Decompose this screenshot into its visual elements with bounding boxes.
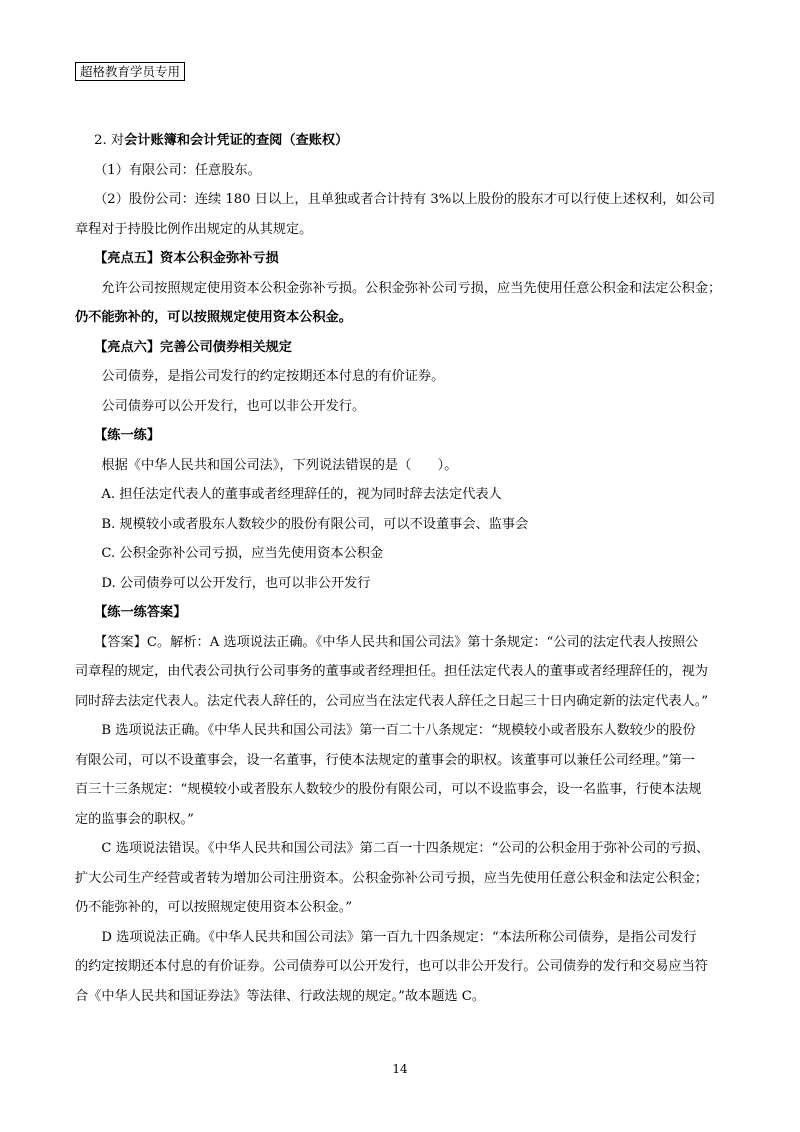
document-body [75, 126, 725, 1011]
highlight-6-title: 【亮点六】完善公司债券相关规定 [94, 339, 292, 355]
practice-option-d: D. 公司债券可以公开发行，也可以非公开发行 [101, 575, 371, 591]
practice-question: 根据《中华人民共和国公司法》，下列说法错误的是（ ）。 [101, 457, 458, 473]
header-label: 超格教育学员专用 [75, 62, 185, 81]
practice-option-a: A. 担任法定代表人的董事或者经理辞任的，视为同时辞去法定代表人 [101, 487, 502, 502]
answer-d-line-3: 合《中华人民共和国证券法》等法律、行政法规的规定。”故本题选 C。 [75, 988, 486, 1004]
practice-option-b: B. 规模较小或者股东人数较少的股份有限公司，可以不设董事会、监事会 [101, 516, 529, 532]
section-2-item-2-line-1: （2）股份公司：连续 180 日以上，且单独或者合计持有 3%以上股份的股东才可以行使上述权利，如公司 [94, 192, 716, 207]
answer-b-line-3: 百三十三条规定：“规模较小或者股东人数较少的股份有限公司，可以不设监事会，设一名监事，行使本法规 [75, 782, 702, 797]
section-2-prefix: 2. 对 [94, 133, 125, 148]
answer-d-line-2: 的约定按期还本付息的有价证券。公司债券可以公开发行，也可以非公开发行。公司债券的发行和交易应当符 [75, 959, 708, 974]
answer-b-line-4: 定的监事会的职权。” [75, 811, 194, 827]
answer-a-line-2: 司章程的规定，由代表公司执行公司事务的董事或者经理担任。担任法定代表人的董事或者经理辞任的，视为 [75, 664, 708, 679]
highlight-5-title: 【亮点五】资本公积金弥补亏损 [94, 251, 279, 266]
answer-c-line-1: C 选项说法错误。《中华人民共和国公司法》第二百一十四条规定：“公司的公积金用于弥补公司的亏损、 [101, 841, 710, 856]
section-2-title [75, 126, 725, 156]
answer-title: 【练一练答案】 [94, 605, 187, 620]
section-2-item-2-line-2: 章程对于持股比例作出规定的从其规定。 [75, 221, 313, 237]
highlight-5-line-1: 允许公司按照规定使用资本公积金弥补亏损。公积金弥补公司亏损，应当先使用任意公积金和法定公积金； [101, 280, 722, 296]
answer-a-line-3: 同时辞去法定代表人。法定代表人辞任的，公司应当在法定代表人辞任之日起三十日内确定新的法定代表人。” [75, 693, 709, 709]
answer-c-line-2: 扩大公司生产经营或者转为增加公司注册资本。公积金弥补公司亏损，应当先使用任意公积金和法定公积金； [75, 870, 708, 886]
answer-b-line-1: B 选项说法正确。《中华人民共和国公司法》第一百二十八条规定：“规模较小或者股东人数较少的股份 [101, 723, 696, 738]
page-number: 14 [392, 1062, 408, 1076]
answer-a-line-1: 【答案】C。解析：A 选项说法正确。《中华人民共和国公司法》第十条规定：“公司的法定代表人按照公 [94, 634, 699, 650]
practice-option-c: C. 公积金弥补公司亏损，应当先使用资本公积金 [101, 546, 384, 561]
highlight-6-line-2: 公司债券可以公开发行，也可以非公开发行。 [101, 398, 366, 414]
answer-c-line-3: 仍不能弥补的，可以按照规定使用资本公积金。” [75, 900, 353, 915]
section-2-bold-title: 会计账簿和会计凭证的查阅（查账权） [124, 133, 349, 148]
highlight-5-line-2: 仍不能弥补的，可以按照规定使用资本公积金。 [75, 310, 352, 325]
practice-title: 【练一练】 [94, 428, 161, 443]
answer-b-line-2: 有限公司，可以不设董事会，设一名董事，行使本法规定的董事会的职权。该董事可以兼任公司经理。”第一 [75, 752, 695, 768]
answer-d-line-1: D 选项说法正确。《中华人民共和国公司法》第一百九十四条规定：“本法所称公司债券，是指公司发行 [101, 929, 697, 945]
highlight-6-line-1: 公司债券，是指公司发行的约定按期还本付息的有价证券。 [101, 369, 445, 384]
section-2-item-1: （1）有限公司：任意股东。 [94, 162, 261, 178]
